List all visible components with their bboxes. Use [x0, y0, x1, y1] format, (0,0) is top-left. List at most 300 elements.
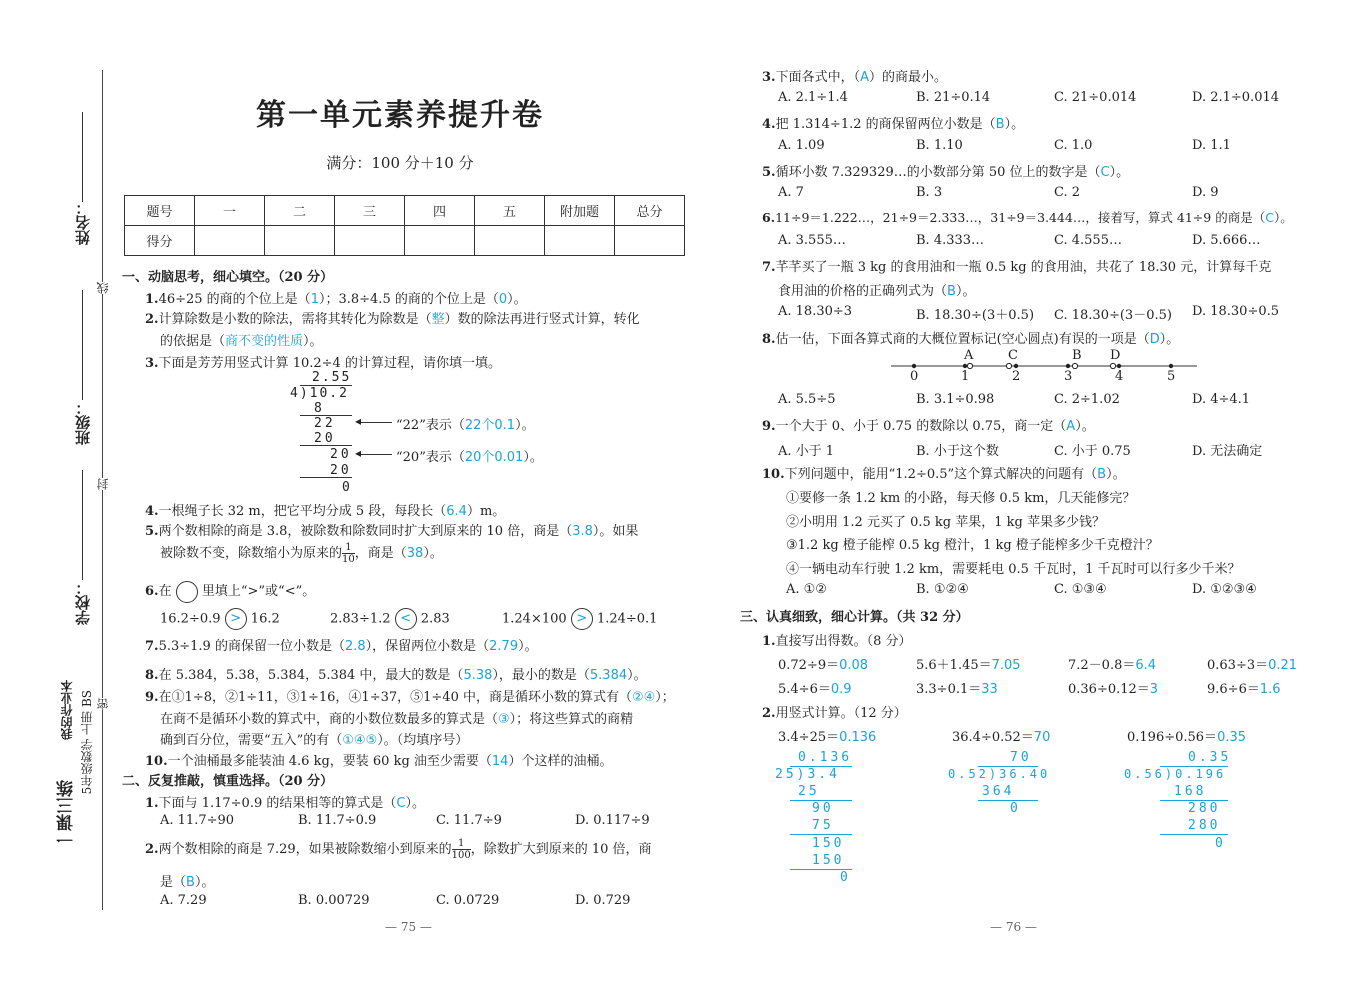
q-text: ，商是（: [354, 546, 407, 561]
option: C. 1.0: [1054, 138, 1093, 153]
q-text: ）。: [1159, 332, 1180, 347]
note-20: [396, 446, 543, 465]
mental-calc: [916, 654, 1021, 673]
s1-q7: [145, 635, 538, 654]
q-number: 2.: [762, 706, 776, 721]
secret-word: 密: [96, 698, 110, 710]
q-number: 6.: [145, 584, 159, 599]
tick-label: 1: [961, 369, 970, 384]
answer: 整: [431, 312, 445, 327]
option: B. 3.1÷0.98: [916, 392, 995, 407]
full-score: 满分：100 分＋10 分: [326, 154, 474, 172]
q-text: 5.3÷1.9 的商保留一位小数是（: [158, 639, 345, 654]
school-label: 学校：: [74, 580, 92, 625]
vcalc-quotient: 0.35: [1188, 750, 1232, 765]
q-text: ）。: [194, 875, 215, 890]
q-text: 的依据是（: [160, 334, 226, 349]
s1-q9-cont2: [160, 729, 468, 748]
mental-calc: [1207, 654, 1297, 673]
answer: B: [947, 284, 956, 299]
q-text: ）。: [405, 796, 425, 811]
div-step: 20: [330, 463, 352, 478]
list-item: ②小明用 1.2 元买了 0.5 kg 苹果，1 kg 苹果多少钱？: [786, 515, 1105, 530]
div-step: 20: [330, 447, 352, 462]
arrow-left-icon: ◂: [355, 414, 362, 428]
q-text: ），最小的数是（: [492, 668, 590, 683]
score-table-score-row: [125, 226, 685, 256]
q-text: 下面各式中，（: [775, 70, 861, 85]
q-number: 1.: [145, 796, 159, 811]
option: A. 2.1÷1.4: [778, 90, 848, 105]
s2-q4: [762, 113, 1024, 132]
vcalc-step: 0: [1010, 801, 1021, 816]
point-label: B: [1072, 348, 1082, 363]
answer: ③: [498, 712, 510, 727]
q-text: 确到百分位，需要“五入”的有（: [160, 733, 343, 748]
q-text: 两个数相除的商是 7.29，如果被除数缩小到原来的: [158, 842, 452, 857]
answer: 0.9: [830, 682, 852, 697]
option: D. 2.1÷0.014: [1192, 90, 1280, 105]
div-dividend: 4)10.2: [290, 386, 349, 401]
q-number: 3.: [145, 356, 159, 371]
s3-q2: [762, 702, 907, 721]
q-text: ）。: [1109, 165, 1130, 180]
option: B. 0.00729: [298, 893, 370, 908]
q-text: ）。: [1273, 210, 1293, 225]
q-text: 3.3÷0.1＝: [916, 682, 982, 697]
q-number: 2.: [145, 842, 159, 857]
answer: D: [1149, 332, 1160, 347]
q-text: “22”表示（: [396, 418, 465, 433]
q-text: ）。（均填序号）: [377, 733, 469, 748]
arrow-left-icon: ◂: [355, 446, 362, 460]
mental-calc: [778, 654, 868, 673]
answer: B: [1097, 467, 1107, 482]
q-text: ）的商最小。: [869, 70, 948, 85]
vcalc-step: 25: [798, 784, 820, 799]
div-step: 8: [314, 401, 322, 416]
q-text: 9.6÷6＝: [1207, 682, 1260, 697]
q-text: ），保留两位小数是（: [365, 639, 490, 654]
point-d: [1110, 363, 1115, 368]
s1-q1: [145, 288, 527, 307]
q-text: ）。: [1106, 467, 1126, 482]
option: C. 0.0729: [436, 893, 500, 908]
mental-calc: [1068, 678, 1158, 697]
option: C. 4.555…: [1054, 233, 1122, 248]
answer: 7.05: [991, 658, 1021, 673]
section-1-heading: 一、动脑思考，细心填空。（20 分）: [122, 270, 334, 285]
q-text: ）。: [423, 546, 443, 561]
option: D. 0.729: [575, 893, 631, 908]
q-text: ）。: [515, 418, 535, 433]
mental-calc: [1207, 678, 1281, 697]
answer: 0.136: [839, 730, 877, 745]
table-cell: 一: [195, 196, 265, 226]
s2-q2-cont: [160, 871, 214, 890]
option: C. 2÷1.02: [1054, 392, 1120, 407]
q-text: ）。: [955, 284, 976, 299]
q-text: 在: [158, 584, 172, 599]
s2-q7: [762, 256, 1271, 275]
option: D. 5.666…: [1192, 233, 1261, 248]
q-text: 1.24×100: [502, 611, 567, 627]
answer: 3: [1149, 682, 1159, 697]
s2-q2: [145, 838, 652, 861]
q-text: ）；3.8÷4.5 的商的个位上是（: [318, 292, 499, 307]
q-text: 把 1.314÷1.2 的商保留两位小数是（: [775, 117, 996, 132]
vcalc-step: 150: [812, 836, 845, 851]
s2-q5: [762, 161, 1129, 180]
q-text: ）。: [1004, 117, 1025, 132]
q-text: 计算除数是小数的除法，需将其转化为除数是（: [158, 312, 432, 327]
tick-label: 5: [1167, 369, 1176, 384]
answer: A: [1066, 419, 1076, 434]
q-text: 46÷25 的商的个位上是（: [158, 292, 311, 307]
s2-q6: [762, 208, 1293, 226]
s1-q6-item: [330, 608, 450, 630]
option: A. 7.29: [160, 893, 207, 908]
mental-calc: [778, 678, 852, 697]
frac-num: 1: [342, 542, 355, 554]
option: C. 小于 0.75: [1054, 444, 1131, 459]
note-22: [396, 414, 535, 433]
q-text: ）。: [523, 450, 543, 465]
q-number: 1.: [762, 634, 776, 649]
fraction: [342, 542, 355, 565]
written-calc: [1127, 726, 1246, 745]
answer: 2.8: [344, 639, 366, 654]
q-text: 3.4÷25＝: [778, 730, 840, 745]
vcalc-step: 150: [812, 853, 845, 868]
q-text: 0.72÷9＝: [778, 658, 840, 673]
compare-circle: >: [225, 608, 247, 630]
name-field-line: [82, 112, 83, 202]
point-b: [1072, 363, 1077, 368]
fraction: [452, 838, 471, 861]
s1-q2-cont: [160, 330, 323, 349]
mental-calc: [1068, 654, 1156, 673]
q-text: 循环小数 7.329329…的小数部分第 50 位上的数字是（: [775, 165, 1101, 180]
s1-q6-item: [502, 608, 657, 630]
vcalc-step: 0: [1215, 836, 1226, 851]
answer: C: [1265, 210, 1274, 225]
q-text: 是（: [160, 875, 187, 890]
section-3-heading: 三、认真细致，细心计算。（共 32 分）: [740, 610, 969, 625]
option: A. 3.555…: [778, 233, 846, 248]
score-input-cell[interactable]: [195, 226, 265, 256]
q-number: 6.: [762, 210, 776, 225]
q-text: 下面是芳芳用竖式计算 10.2÷4 的计算过程，请你填一填。: [158, 356, 501, 371]
q-text: 里填上“>”或“<”。: [201, 584, 316, 599]
q-number: 5.: [762, 165, 776, 180]
q-text: 7.2－0.8＝: [1068, 658, 1136, 673]
page-number-right: — 76 —: [990, 920, 1037, 934]
q-text: 在 5.384，5.38，5.384，5.384 中，最大的数是（: [158, 668, 464, 683]
name-label: 姓名：: [74, 200, 92, 245]
list-item: ③1.2 kg 橙子能榨 0.5 kg 橙汁，1 kg 橙子能榨多少千克橙汁？: [786, 538, 1159, 553]
q-text: ）。如果: [592, 524, 639, 539]
answer: B: [186, 875, 195, 890]
point-label: C: [1008, 348, 1018, 363]
option: D. 4÷4.1: [1192, 392, 1251, 407]
q-text: 1.24÷0.1: [596, 611, 658, 627]
s1-q2: [145, 308, 640, 327]
vcalc-step: 90: [812, 801, 834, 816]
option: B. 18.30÷(3＋0.5): [916, 308, 1035, 323]
score-input-cell[interactable]: [475, 226, 545, 256]
option: B. 1.10: [916, 138, 963, 153]
binding-margin: [0, 0, 120, 999]
s1-q5-cont: [160, 542, 443, 565]
tick-label: 4: [1115, 369, 1124, 384]
q-number: 4.: [145, 504, 159, 519]
score-input-cell[interactable]: [615, 226, 685, 256]
frac-den: 10: [342, 554, 355, 565]
vcalc-quotient: 70: [1010, 750, 1032, 765]
q-text: 2.83÷1.2: [330, 611, 391, 627]
option: B. 4.333…: [916, 233, 985, 248]
option: C. 11.7÷9: [436, 813, 502, 828]
line-word: 线: [96, 282, 110, 294]
class-label: 班级：: [74, 400, 92, 445]
school-field-line: [82, 470, 83, 580]
q-text: 0.196÷0.56＝: [1127, 730, 1218, 745]
q-number: 10.: [145, 754, 168, 769]
number-line: [885, 346, 1205, 386]
q-number: 10.: [762, 467, 785, 482]
vcalc-step: 280: [1188, 818, 1221, 833]
q-number: 1.: [145, 292, 159, 307]
answer: 20个0.01: [464, 450, 524, 465]
s2-q3: [762, 66, 947, 85]
q-text: “20”表示（: [396, 450, 465, 465]
option: D. ①②③④: [1192, 582, 1257, 597]
answer: 1.6: [1259, 682, 1281, 697]
s1-q6: [145, 580, 315, 603]
answer: 3.8: [572, 524, 593, 539]
tick-label: 2: [1012, 369, 1021, 384]
table-cell: 总分: [615, 196, 685, 226]
answer: 6.4: [1135, 658, 1157, 673]
arrow-line: [360, 454, 392, 455]
score-table-header-row: [125, 196, 685, 226]
answer: 33: [981, 682, 998, 697]
option: A. 小于 1: [778, 444, 835, 459]
vcalc-quotient: 0.136: [798, 750, 853, 765]
option: A. 1.09: [778, 138, 825, 153]
option: D. 1.1: [1192, 138, 1231, 153]
q-text: 估一估，下面各算式商的大概位置标记(空心圆点)有误的一项是（: [775, 332, 1150, 347]
div-rule: [300, 445, 352, 446]
s1-q4: [145, 500, 505, 519]
vcalc-step: 364: [982, 784, 1015, 799]
vcalc-step: 75: [812, 818, 834, 833]
answer: 70: [1033, 730, 1051, 745]
point-a: [967, 363, 972, 368]
answer: ②④: [631, 690, 656, 705]
option: B. 21÷0.14: [916, 90, 991, 105]
q-text: 芊芊买了一瓶 3 kg 的食用油和一瓶 0.5 kg 的食用油，共花了 18.30 元，计算每千克: [775, 260, 1272, 275]
option: D. 9: [1192, 185, 1219, 200]
answer: 14: [491, 754, 509, 769]
tick-dot: [912, 364, 916, 368]
brand-logo: 一课三练: [57, 780, 77, 848]
option: A. 7: [778, 185, 804, 200]
q-number: 8.: [145, 668, 159, 683]
vcalc-step: 0: [840, 870, 851, 885]
frac-den: 100: [451, 850, 471, 861]
answer: 22个0.1: [464, 418, 516, 433]
vcalc-rule: [978, 800, 1038, 801]
answer: 1: [310, 292, 319, 307]
q-text: ）。: [1075, 419, 1095, 434]
option: A. 18.30÷3: [778, 304, 853, 319]
q-text: 0.36÷0.12＝: [1068, 682, 1150, 697]
s1-q8: [145, 664, 647, 683]
score-table: [124, 195, 685, 256]
q-text: 在①1÷8，②1÷11，③1÷16，④1÷37，⑤1÷40 中，商是循环小数的算式有（: [158, 690, 632, 705]
q-number: 3.: [762, 70, 776, 85]
tick-dot: [1014, 364, 1018, 368]
answer: 5.384: [589, 668, 628, 683]
answer: 38: [406, 546, 424, 561]
q-text: 被除数不变，除数缩小为原来的: [160, 546, 343, 561]
q-text: ）。: [507, 292, 527, 307]
s1-q9: [145, 686, 675, 705]
option: B. ①②④: [916, 582, 969, 597]
s2-q8: [762, 328, 1179, 347]
answer: A: [860, 70, 869, 85]
option: A. ①②: [786, 582, 827, 597]
s2-q7-cont: [778, 280, 975, 299]
answer: 0.21: [1268, 658, 1298, 673]
page-number-left: — 75 —: [385, 920, 432, 934]
list-item: ①要修一条 1.2 km 的小路，每天修 0.5 km，几天能修完？: [786, 491, 1136, 506]
vcalc-step: 168: [1174, 784, 1207, 799]
option: A. 11.7÷90: [160, 813, 235, 828]
q-number: 8.: [762, 332, 776, 347]
q-text: 一个油桶最多能装油 4.6 kg，要装 60 kg 油至少需要（: [167, 754, 492, 769]
answer: 5.38: [463, 668, 493, 683]
score-input-cell[interactable]: [545, 226, 615, 256]
answer: 0.35: [1217, 730, 1247, 745]
s1-q3: [145, 352, 501, 371]
point-c: [1006, 363, 1011, 368]
q-text: ）；: [655, 690, 675, 705]
s1-q6-item: [160, 608, 280, 630]
div-step: 20: [314, 431, 336, 446]
s1-q5: [145, 520, 638, 539]
q-text: 用竖式计算。（12 分）: [775, 706, 907, 721]
q-number: 7.: [762, 260, 776, 275]
option: D. 无法确定: [1192, 444, 1263, 459]
score-input-cell[interactable]: [405, 226, 475, 256]
tick-label: 3: [1064, 369, 1073, 384]
compare-circle: <: [395, 608, 417, 630]
table-cell: 二: [265, 196, 335, 226]
q-text: 食用油的价格的正确列式为（: [778, 284, 948, 299]
q-text: 下列问题中，能用“1.2÷0.5”这个算式解决的问题有（: [784, 467, 1098, 482]
option: C. 2: [1054, 185, 1081, 200]
vcalc-step: 280: [1188, 801, 1221, 816]
tick-dot: [1117, 364, 1121, 368]
tick-dot: [1066, 364, 1070, 368]
option: C. 21÷0.014: [1054, 90, 1137, 105]
table-cell: 四: [405, 196, 475, 226]
table-cell: 附加题: [545, 196, 615, 226]
tick-label: 0: [910, 369, 919, 384]
s3-q1: [762, 630, 911, 649]
q-text: ）个这样的油桶。: [508, 754, 613, 769]
q-text: 一个大于 0、小于 0.75 的数除以 0.75，商一定（: [775, 419, 1067, 434]
score-input-cell[interactable]: [265, 226, 335, 256]
page-title: 第一单元素养提升卷: [256, 98, 544, 133]
cut-line: [102, 70, 103, 910]
answer: C: [1100, 165, 1110, 180]
answer: 0: [498, 292, 508, 307]
answer: 6.4: [446, 504, 467, 519]
tick-dot: [1169, 364, 1173, 368]
table-cell: 五: [475, 196, 545, 226]
div-rule: [300, 477, 352, 478]
vcalc-dividend: 0.56)0.196: [1124, 767, 1227, 781]
q-text: 直接写出得数。（8 分）: [775, 634, 912, 649]
q-text: ）；将这些算式的商精: [509, 712, 634, 727]
option: D. 0.117÷9: [575, 813, 650, 828]
s2-q1: [145, 792, 425, 811]
score-input-cell[interactable]: [335, 226, 405, 256]
circle-blank-icon: [176, 581, 198, 603]
answer: 0.08: [839, 658, 869, 673]
written-calc: [778, 726, 876, 745]
q-number: 7.: [145, 639, 159, 654]
seal-word: 封: [96, 478, 110, 490]
q-number: 9.: [762, 419, 776, 434]
q-text: 在商不是循环小数的算式中，商的小数位数最多的算式是（: [160, 712, 499, 727]
div-quotient: 2.55: [312, 370, 352, 385]
q-text: 5.4÷6＝: [778, 682, 831, 697]
q-text: 2.83: [420, 611, 450, 627]
section-2-heading: 二、反复推敲，慎重选择。（20 分）: [122, 774, 334, 789]
div-step: 22: [314, 416, 336, 431]
option: A. 5.5÷5: [778, 392, 836, 407]
q-text: ）m。: [466, 504, 506, 519]
q-text: 36.4÷0.52＝: [952, 730, 1034, 745]
vcalc-rule: [790, 834, 852, 835]
option: B. 11.7÷0.9: [298, 813, 377, 828]
answer: 2.79: [489, 639, 519, 654]
mental-calc: [916, 678, 998, 697]
vcalc-dividend: 25)3.4: [775, 767, 840, 782]
q-text: 两个数相除的商是 3.8，被除数和除数同时扩大到原来的 10 倍，商是（: [158, 524, 573, 539]
table-cell: 题号: [125, 196, 195, 226]
table-cell: 三: [335, 196, 405, 226]
point-label: D: [1110, 348, 1121, 363]
vcalc-dividend: 0.52)36.40: [948, 767, 1051, 781]
s1-q10: [145, 750, 612, 769]
q-text: ）。: [518, 639, 538, 654]
q-number: 2.: [145, 312, 159, 327]
grade-info: 5年级数学 上册 BS: [80, 690, 94, 795]
brand-sub: 我的作业本: [60, 680, 74, 740]
class-field-line: [82, 290, 83, 400]
q-text: 16.2÷0.9: [160, 611, 221, 627]
q-text: ）。: [303, 334, 323, 349]
s1-q9-cont: [160, 708, 633, 727]
option: C. ①③④: [1054, 582, 1107, 597]
option: B. 小于这个数: [916, 444, 999, 459]
